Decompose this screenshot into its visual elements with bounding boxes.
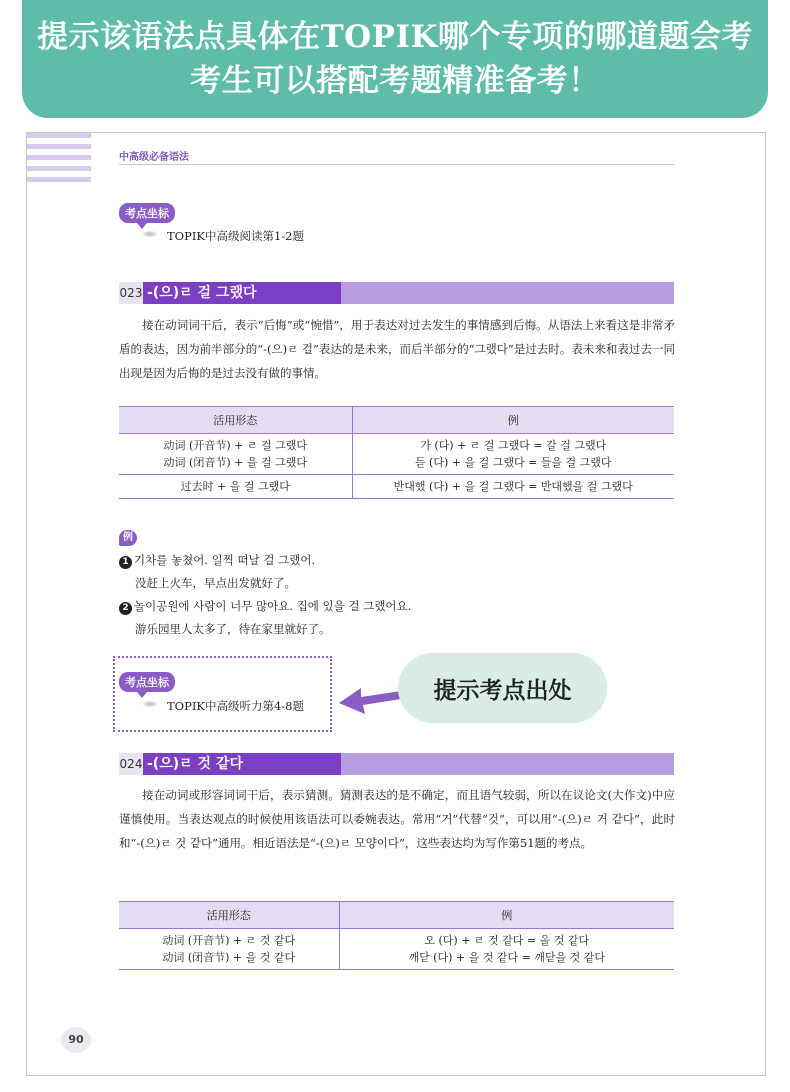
table-header: 活用形态 <box>119 407 352 434</box>
grammar-number: 024 <box>119 753 143 775</box>
banner-line-1: 提示该语法点具体在TOPIK哪个专项的哪道题会考 <box>37 19 753 55</box>
callout-bubble: 提示考点出处 <box>398 653 607 723</box>
example-list <box>119 549 411 641</box>
bullet-dot-icon <box>143 701 157 707</box>
grammar-number: 023 <box>119 282 143 304</box>
grammar-header-023 <box>119 282 674 304</box>
table-row: 动词 (开音节) + ㄹ 것 같다 动词 (闭音节) + 을 것 같다 오 (다) + ㄹ 것 같다 = 올 것 같다 깨닫 (다) + 을 것 같다 = 깨닫을 것 같다 <box>119 929 674 970</box>
section-title: 中高级必备语法 <box>119 152 189 163</box>
exam-coordinate-text: TOPIK中高级听力第4-8题 <box>167 699 304 713</box>
exam-coordinate-text: TOPIK中高级阅读第1-2题 <box>167 229 304 243</box>
table-header: 活用形态 <box>119 902 339 929</box>
conjugation-table-023 <box>119 406 674 499</box>
example-badge: 例 <box>119 530 137 546</box>
grammar-explanation-024: 接在动词或形容词词干后，表示猜测。猜测表达的是不确定，而且语气较弱，所以在议论文(大作文)中应谨慎使用。当表达观点的时候使用该语法可以委婉表达。常用“거”代替“것”，可以用“-(으)ㄹ 거 같다”，此时和“-(으)ㄹ 것 같다”通用。相近语法是“-(으)ㄹ 모양이다”，这些表达均为写作第51题的考点。 <box>119 788 675 850</box>
bullet-dot-icon <box>143 231 157 237</box>
list-item: 没赶上火车，早点出发就好了。 <box>135 576 296 590</box>
list-item: 游乐园里人太多了，待在家里就好了。 <box>135 622 331 636</box>
decorative-stripes <box>27 133 91 188</box>
exam-coordinate-badge: 考点坐标 <box>119 672 175 692</box>
banner-line-2: 考生可以搭配考题精准备考！ <box>190 63 600 99</box>
grammar-explanation-023: 接在动词词干后，表示“后悔”或“惋惜”，用于表达对过去发生的事情感到后悔。从语法上来看这是非常矛盾的表达，因为前半部分的“-(으)ㄹ 걸”表达的是未来，而后半部分的“그랬다”是过去时。表未来和表过去一同出现是因为后悔的是过去没有做的事情。 <box>119 318 675 380</box>
section-divider <box>119 164 674 165</box>
list-item: 2 놀이공원에 사람이 너무 많아요. 집에 있을 걸 그랬어요. <box>119 595 411 618</box>
page-number: 90 <box>61 1027 91 1053</box>
grammar-header-024 <box>119 753 674 775</box>
list-item: 1 기차를 놓쳤어. 일찍 떠날 걸 그랬어. <box>119 549 411 572</box>
book-page <box>26 132 766 1076</box>
table-row: 动词 (开音节) + ㄹ 걸 그랬다 动词 (闭音节) + 을 걸 그랬다 가 (다) + ㄹ 걸 그랬다 = 갈 걸 그랬다 듣 (다) + 을 걸 그랬다 = 들을 걸 그랬다 <box>119 434 674 475</box>
grammar-title: -(으)ㄹ 걸 그랬다 <box>143 282 341 304</box>
exam-coordinate-badge: 考点坐标 <box>119 203 175 223</box>
table-header: 例 <box>352 407 674 434</box>
table-row: 过去时 + 을 걸 그랬다 반대했 (다) + 을 걸 그랬다 = 반대했을 걸 그랬다 <box>119 475 674 499</box>
conjugation-table-024 <box>119 901 674 970</box>
table-header: 例 <box>339 902 674 929</box>
grammar-title: -(으)ㄹ 것 같다 <box>143 753 341 775</box>
arrow-left-icon <box>337 681 403 717</box>
promo-banner <box>22 0 768 118</box>
